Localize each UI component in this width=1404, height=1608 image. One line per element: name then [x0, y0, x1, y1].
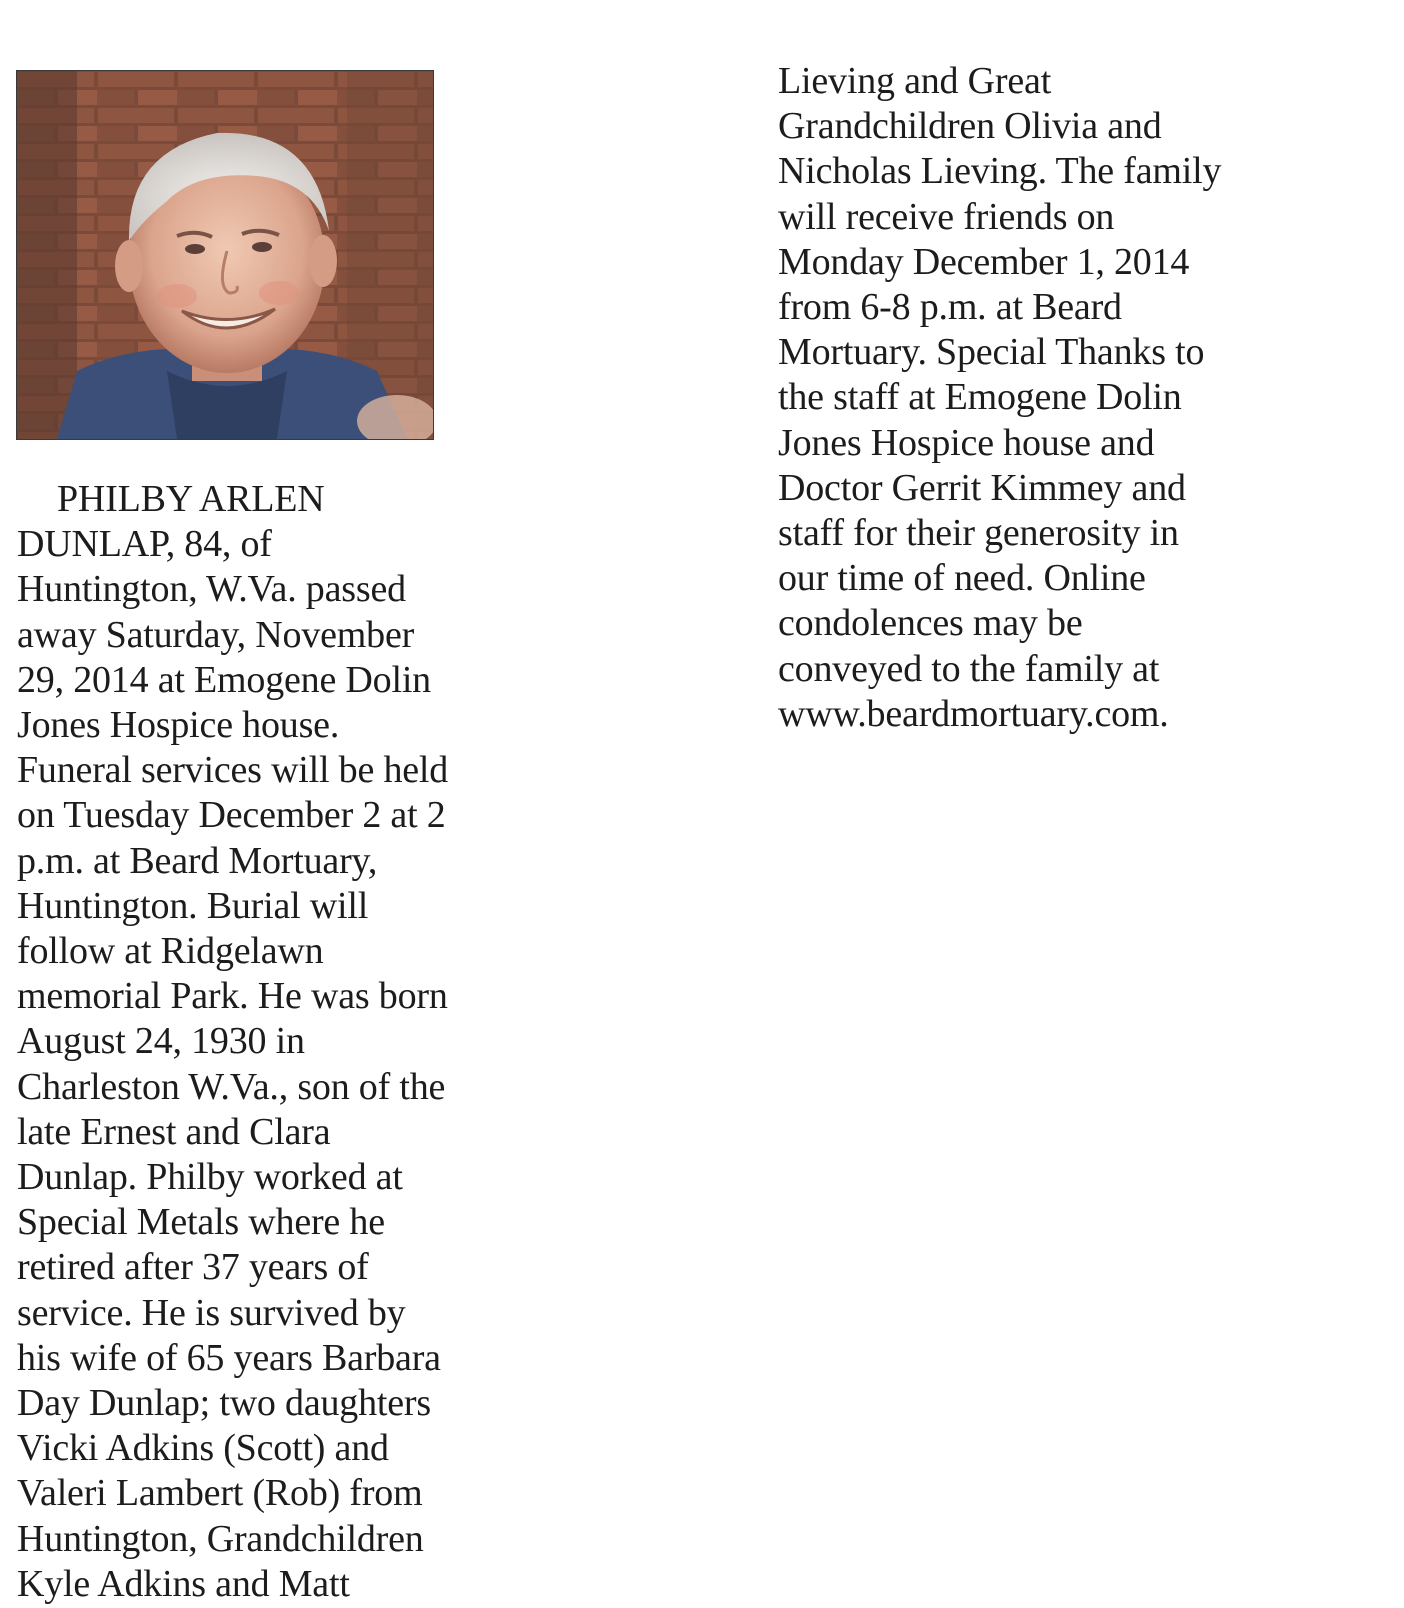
portrait-image — [17, 71, 433, 439]
obituary-text-line: Huntington. Burial will — [17, 884, 369, 927]
obituary-text-line: conveyed to the family at — [778, 647, 1160, 690]
obituary-column-left — [17, 477, 537, 1607]
obituary-text-line: Kyle Adkins and Matt — [17, 1562, 350, 1605]
obituary-column-right — [778, 59, 1338, 737]
obituary-text-line: on Tuesday December 2 at 2 — [17, 794, 446, 837]
obituary-text-line: the staff at Emogene Dolin — [778, 376, 1182, 419]
obituary-text-line: Special Metals where he — [17, 1201, 385, 1244]
obituary-text-line: Jones Hospice house and — [778, 421, 1155, 464]
obituary-text-line: DUNLAP, 84, of — [17, 523, 272, 566]
obituary-text-line: Day Dunlap; two daughters — [17, 1382, 431, 1425]
obituary-text-line: 29, 2014 at Emogene Dolin — [17, 658, 431, 701]
obituary-text-line: Huntington, W.Va. passed — [17, 568, 406, 611]
obituary-text-line: will receive friends on — [778, 195, 1115, 238]
obituary-text-line: Mortuary. Special Thanks to — [778, 331, 1205, 374]
portrait-photo — [16, 70, 434, 440]
obituary-text-line: p.m. at Beard Mortuary, — [17, 839, 378, 882]
obituary-text-line: staff for their generosity in — [778, 512, 1179, 555]
obituary-text-line: service. He is survived by — [17, 1291, 406, 1334]
obituary-text-line: Vicki Adkins (Scott) and — [17, 1427, 389, 1470]
obituary-text-line: retired after 37 years of — [17, 1246, 369, 1289]
obituary-text-line: Huntington, Grandchildren — [17, 1517, 424, 1560]
obituary-text-line: Nicholas Lieving. The family — [778, 150, 1222, 193]
obituary-text-line: away Saturday, November — [17, 613, 415, 656]
obituary-text-line: Charleston W.Va., son of the — [17, 1065, 446, 1108]
obituary-text-line: Monday December 1, 2014 — [778, 240, 1190, 283]
obituary-text-line: memorial Park. He was born — [17, 975, 448, 1018]
obituary-text-line: Grandchildren Olivia and — [778, 105, 1162, 148]
obituary-text-line: from 6-8 p.m. at Beard — [778, 286, 1122, 329]
obituary-text-line: Funeral services will be held — [17, 749, 449, 792]
website-link-text: www.beardmortuary.com. — [778, 692, 1169, 735]
obituary-text-line: August 24, 1930 in — [17, 1020, 305, 1063]
obituary-text-line: Lieving and Great — [778, 60, 1052, 102]
obituary-text-line: Doctor Gerrit Kimmey and — [778, 466, 1186, 509]
obituary-text-line: late Ernest and Clara — [17, 1110, 331, 1153]
obituary-text-line: our time of need. Online — [778, 557, 1146, 600]
obituary-text-line: Dunlap. Philby worked at — [17, 1156, 403, 1199]
obituary-text-line: Valeri Lambert (Rob) from — [17, 1472, 423, 1515]
obituary-text-line: Jones Hospice house. — [17, 704, 340, 747]
obituary-text-line: condolences may be — [778, 602, 1083, 645]
obituary-text-line: PHILBY ARLEN — [57, 478, 325, 520]
obituary-text-line: his wife of 65 years Barbara — [17, 1336, 441, 1379]
obituary-text-line: follow at Ridgelawn — [17, 930, 324, 973]
